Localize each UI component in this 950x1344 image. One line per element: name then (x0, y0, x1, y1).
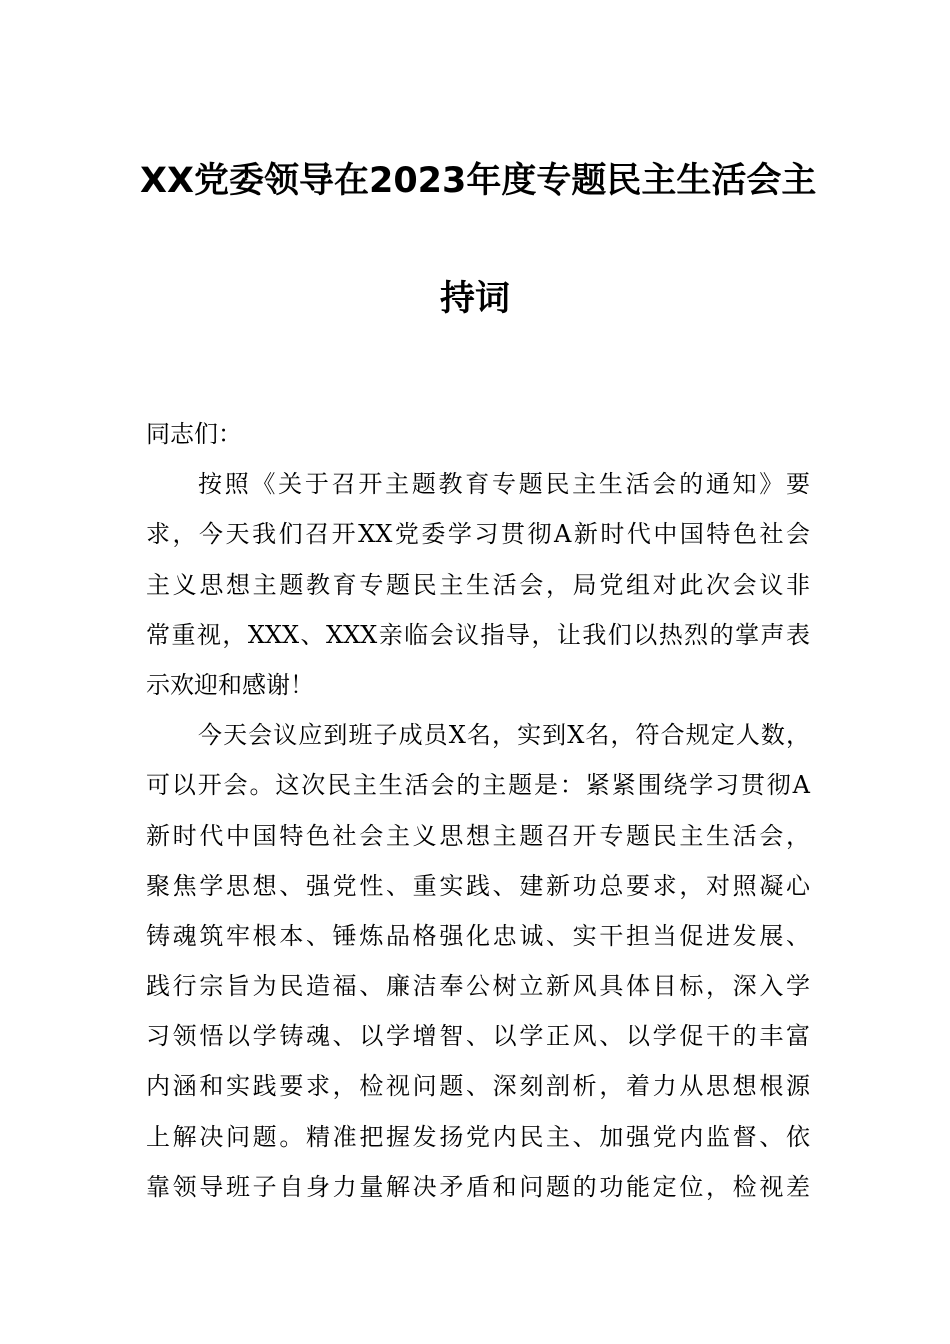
paragraph-1-line-3: 主义思想主题教育专题民主生活会，局党组对此次会议非 (146, 570, 810, 599)
paragraph-2-line-5: 铸魂筑牢根本、锤炼品格强化忠诚、实干担当促进发展、 (146, 921, 810, 950)
paragraph-2-line-1: 今天会议应到班子成员X名，实到X名，符合规定人数， (198, 721, 810, 750)
paragraph-2-line-4: 聚焦学思想、强党性、重实践、建新功总要求，对照凝心 (146, 871, 810, 900)
paragraph-1-line-5: 示欢迎和感谢！ (146, 670, 314, 699)
salutation: 同志们： (146, 420, 242, 448)
document-title-line-1: XX党委领导在2023年度专题民主生活会主 (140, 161, 817, 201)
paragraph-2-line-8: 内涵和实践要求，检视问题、深刻剖析，着力从思想根源 (146, 1072, 810, 1101)
paragraph-1-line-2: 求，今天我们召开XX党委学习贯彻A新时代中国特色社会 (146, 520, 810, 549)
paragraph-2-line-10: 靠领导班子自身力量解决矛盾和问题的功能定位，检视差 (146, 1172, 810, 1201)
paragraph-2-line-2: 可以开会。这次民主生活会的主题是：紧紧围绕学习贯彻A (146, 771, 810, 800)
paragraph-1-line-1: 按照《关于召开主题教育专题民主生活会的通知》要 (198, 470, 810, 499)
paragraph-1-line-4: 常重视，XXX、XXX亲临会议指导，让我们以热烈的掌声表 (146, 620, 810, 649)
document-body (146, 409, 810, 1212)
paragraph-2-line-9: 上解决问题。精准把握发扬党内民主、加强党内监督、依 (146, 1122, 810, 1151)
paragraph-2-line-6: 践行宗旨为民造福、廉洁奉公树立新风具体目标，深入学 (146, 972, 810, 1001)
paragraph-2-line-7: 习领悟以学铸魂、以学增智、以学正风、以学促干的丰富 (146, 1022, 810, 1051)
paragraph-2-line-3: 新时代中国特色社会主义思想主题召开专题民主生活会， (146, 821, 810, 850)
document-title-line-2: 持词 (439, 279, 510, 319)
